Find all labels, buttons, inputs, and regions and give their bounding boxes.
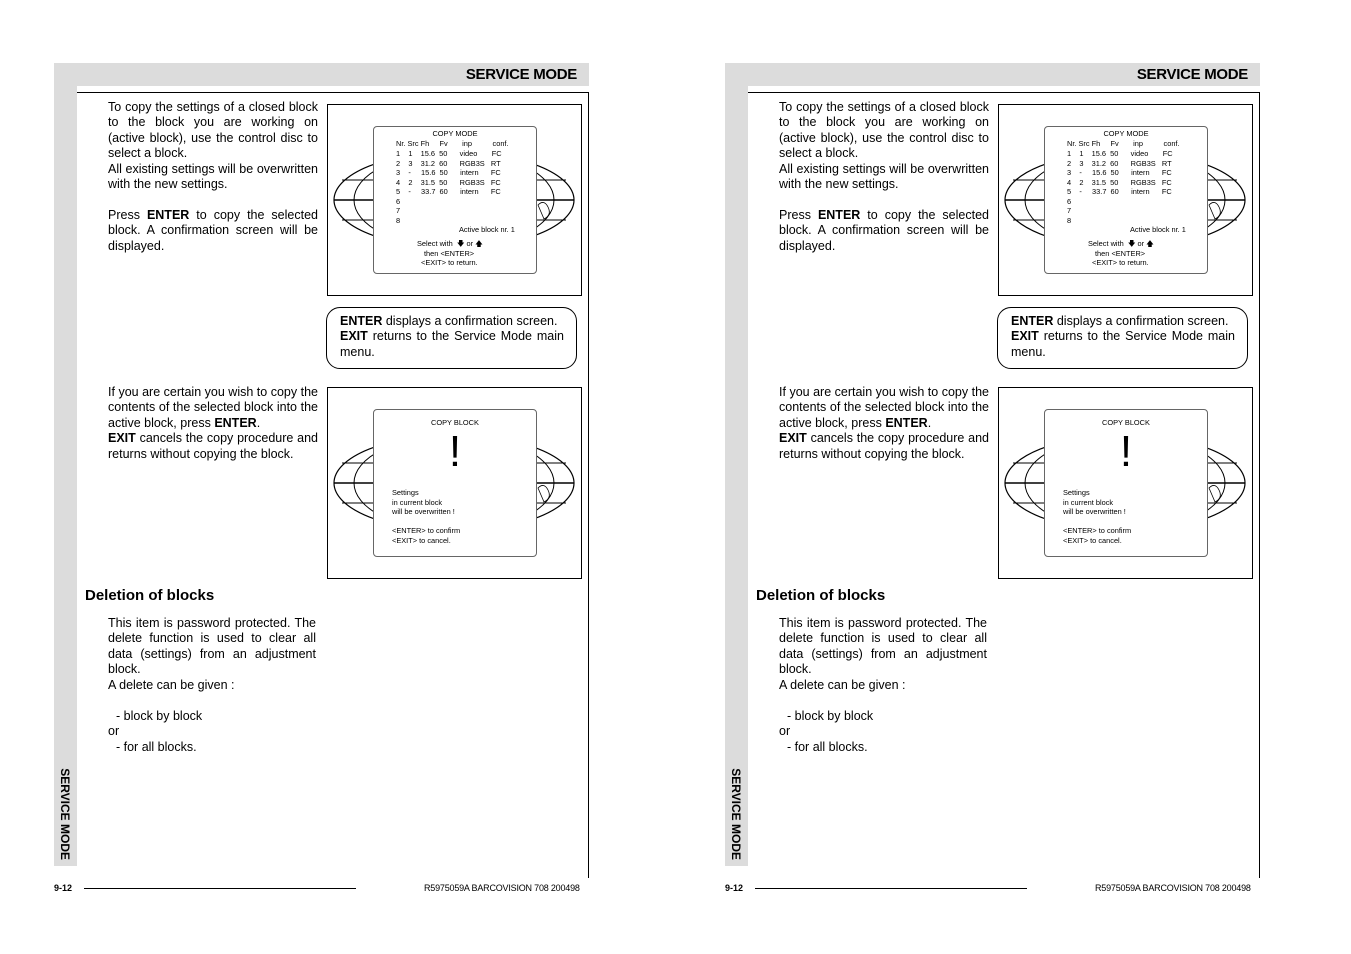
enter-key: ENTER xyxy=(817,207,861,222)
warning-icon: ! xyxy=(1119,427,1133,476)
select-instruction xyxy=(417,239,483,249)
menu-row[interactable]: 5 - 33.7 60 intern FC xyxy=(396,187,501,196)
menu-title: COPY MODE xyxy=(432,129,478,138)
menu-header-row: Nr. Src Fh Fv inp conf. xyxy=(396,139,509,148)
menu-title: COPY BLOCK xyxy=(1102,418,1150,427)
deletion-line2: A delete can be given : xyxy=(779,677,906,692)
confirm-exit-text: cancels the copy procedure and returns without copying the block. xyxy=(108,431,318,461)
active-block-label: Active block nr. 1 xyxy=(1130,225,1186,234)
side-label-text: SERVICE MODE xyxy=(729,768,743,860)
copy-mode-screen xyxy=(327,104,582,296)
page-title: SERVICE MODE xyxy=(1136,66,1248,83)
menu-row[interactable]: 6 xyxy=(1067,196,1072,206)
note-enter-key: ENTER xyxy=(1011,314,1054,328)
note-enter-text: displays a confirmation screen. xyxy=(385,314,558,328)
menu-header-row: Nr. Src Fh Fv inp conf. xyxy=(1067,139,1180,148)
confirm-exit-text: cancels the copy procedure and returns without copying the block. xyxy=(779,431,989,461)
dialog-line: <ENTER> to confirm xyxy=(1063,526,1132,535)
menu-title: COPY MODE xyxy=(1103,129,1149,138)
intro-line2: All existing settings will be overwritten with the new settings. xyxy=(108,161,318,192)
then-enter-line: then <ENTER> xyxy=(1095,248,1146,258)
dialog-line: Settings xyxy=(392,488,419,497)
press-prefix: Press xyxy=(108,207,140,222)
footer-rule xyxy=(755,888,1027,889)
then-enter-line: then <ENTER> xyxy=(424,248,475,258)
deletion-list xyxy=(108,709,202,755)
menu-title: COPY BLOCK xyxy=(431,418,479,427)
copy-block-menu xyxy=(373,409,537,557)
header-bar xyxy=(748,63,1260,86)
arrow-down-icon: 🡇 xyxy=(456,239,465,248)
copy-block-screen xyxy=(998,387,1253,579)
menu-row[interactable]: 7 xyxy=(396,206,401,215)
menu-row[interactable]: 2 3 31.2 60 RGB3S RT xyxy=(396,158,501,168)
copy-mode-screen xyxy=(998,104,1253,296)
copy-mode-menu xyxy=(1044,126,1208,274)
confirm-line1: If you are certain you wish to copy the contents of the selected block into the active block, press xyxy=(108,385,318,430)
dialog-line: will be overwritten ! xyxy=(1063,507,1126,516)
note-enter-text: displays a confirmation screen. xyxy=(1056,314,1229,328)
frame-top-rule xyxy=(748,92,1260,93)
menu-row[interactable]: 8 xyxy=(396,215,401,225)
select-or: or xyxy=(466,239,474,248)
deletion-text: This item is password protected. The delete function is used to clear all data (settings) from an adjustment block. xyxy=(108,616,316,677)
active-block-label: Active block nr. 1 xyxy=(459,225,515,234)
select-instruction xyxy=(1088,239,1154,249)
dialog-line: in current block xyxy=(1063,497,1114,507)
arrow-up-icon: 🡅 xyxy=(475,239,483,248)
list-or: or xyxy=(779,724,791,739)
confirm-enter-key: ENTER xyxy=(214,415,257,430)
section-heading: Deletion of blocks xyxy=(756,587,886,604)
menu-row[interactable]: 3 - 15.6 50 intern FC xyxy=(396,168,501,177)
arrow-down-icon: 🡇 xyxy=(1127,239,1136,248)
intro-paragraph xyxy=(779,100,989,254)
copy-mode-menu xyxy=(373,126,537,274)
header-bar xyxy=(77,63,589,86)
menu-row[interactable]: 8 xyxy=(1067,215,1072,225)
frame-right-rule xyxy=(588,92,589,878)
menu-row[interactable]: 6 xyxy=(396,196,401,206)
list-item: - block by block xyxy=(787,709,874,723)
page-left xyxy=(54,0,614,954)
menu-row[interactable]: 4 2 31.5 50 RGB3S FC xyxy=(1067,177,1172,187)
confirm-line1: If you are certain you wish to copy the contents of the selected block into the active block, press xyxy=(779,385,989,430)
note-exit-text: returns to the Service Mode main menu. xyxy=(340,329,564,359)
deletion-list xyxy=(779,709,873,755)
note-exit-key: EXIT xyxy=(340,329,368,344)
note-box xyxy=(326,307,577,369)
intro-line2: All existing settings will be overwritten with the new settings. xyxy=(779,161,989,192)
side-label xyxy=(58,700,73,860)
dialog-line: <EXIT> to cancel. xyxy=(392,535,451,545)
page-number: 9-12 xyxy=(54,883,73,893)
menu-row[interactable]: 1 1 15.6 50 video FC xyxy=(1067,149,1173,158)
press-prefix: Press xyxy=(779,207,811,222)
press-suffix: to copy the selected block. A confirmation screen will be displayed. xyxy=(779,207,989,253)
list-item: - block by block xyxy=(116,709,203,723)
list-or: or xyxy=(108,724,120,739)
frame-top-rule xyxy=(77,92,589,93)
intro-line1: To copy the settings of a closed block to the block you are working on (active block), use the control disc to select a block. xyxy=(108,100,318,161)
copy-block-menu xyxy=(1044,409,1208,557)
confirm-paragraph: If you are certain you wish to copy the contents of the selected block into the active block, press ENTER. EXIT cancels the copy procedure and returns without copying the block. xyxy=(108,385,318,461)
dialog-line: Settings xyxy=(1063,488,1090,497)
arrow-up-icon: 🡅 xyxy=(1146,239,1154,248)
confirm-exit-key: EXIT xyxy=(779,431,807,446)
select-prefix: Select with xyxy=(417,239,453,248)
confirm-enter-key: ENTER xyxy=(885,415,928,430)
menu-row[interactable]: 5 - 33.7 60 intern FC xyxy=(1067,187,1172,196)
note-box xyxy=(997,307,1248,369)
deletion-text: This item is password protected. The delete function is used to clear all data (settings) from an adjustment block. xyxy=(779,616,987,677)
warning-icon: ! xyxy=(448,427,462,476)
enter-key: ENTER xyxy=(146,207,190,222)
select-prefix: Select with xyxy=(1088,239,1124,248)
intro-line1: To copy the settings of a closed block to the block you are working on (active block), use the control disc to select a block. xyxy=(779,100,989,161)
list-item: - for all blocks. xyxy=(787,739,868,754)
menu-row[interactable]: 3 - 15.6 50 intern FC xyxy=(1067,168,1172,177)
menu-row[interactable]: 7 xyxy=(1067,206,1072,215)
page-number: 9-12 xyxy=(725,883,744,893)
list-item: - for all blocks. xyxy=(116,739,197,754)
footer-reference: R5975059A BARCOVISION 708 200498 xyxy=(424,883,580,893)
deletion-line2: A delete can be given : xyxy=(108,677,235,692)
exit-return-line: <EXIT> to return. xyxy=(1092,258,1149,267)
footer-reference: R5975059A BARCOVISION 708 200498 xyxy=(1095,883,1251,893)
menu-row[interactable]: 2 3 31.2 60 RGB3S RT xyxy=(1067,158,1172,168)
deletion-paragraph xyxy=(108,616,316,693)
note-exit-text: returns to the Service Mode main menu. xyxy=(1011,329,1235,359)
side-label-text: SERVICE MODE xyxy=(58,768,72,860)
dialog-line: will be overwritten ! xyxy=(392,507,455,516)
note-enter-key: ENTER xyxy=(340,314,383,328)
copy-block-screen xyxy=(327,387,582,579)
section-heading: Deletion of blocks xyxy=(85,587,215,604)
frame-right-rule xyxy=(1259,92,1260,878)
dialog-line: <EXIT> to cancel. xyxy=(1063,535,1122,545)
exit-return-line: <EXIT> to return. xyxy=(421,258,478,267)
side-label xyxy=(729,700,744,860)
dialog-line: <ENTER> to confirm xyxy=(392,526,461,535)
select-or: or xyxy=(1137,239,1145,248)
press-suffix: to copy the selected block. A confirmation screen will be displayed. xyxy=(108,207,318,253)
menu-row[interactable]: 4 2 31.5 50 RGB3S FC xyxy=(396,177,501,187)
page-right xyxy=(725,0,1285,954)
menu-row[interactable]: 1 1 15.6 50 video FC xyxy=(396,149,502,158)
footer-rule xyxy=(84,888,356,889)
dialog-line: in current block xyxy=(392,497,443,507)
intro-paragraph xyxy=(108,100,318,254)
confirm-paragraph: If you are certain you wish to copy the contents of the selected block into the active block, press ENTER. EXIT cancels the copy procedure and returns without copying the block. xyxy=(779,385,989,461)
confirm-exit-key: EXIT xyxy=(108,431,136,446)
note-exit-key: EXIT xyxy=(1011,329,1039,344)
page-title: SERVICE MODE xyxy=(465,66,577,83)
deletion-paragraph xyxy=(779,616,987,693)
